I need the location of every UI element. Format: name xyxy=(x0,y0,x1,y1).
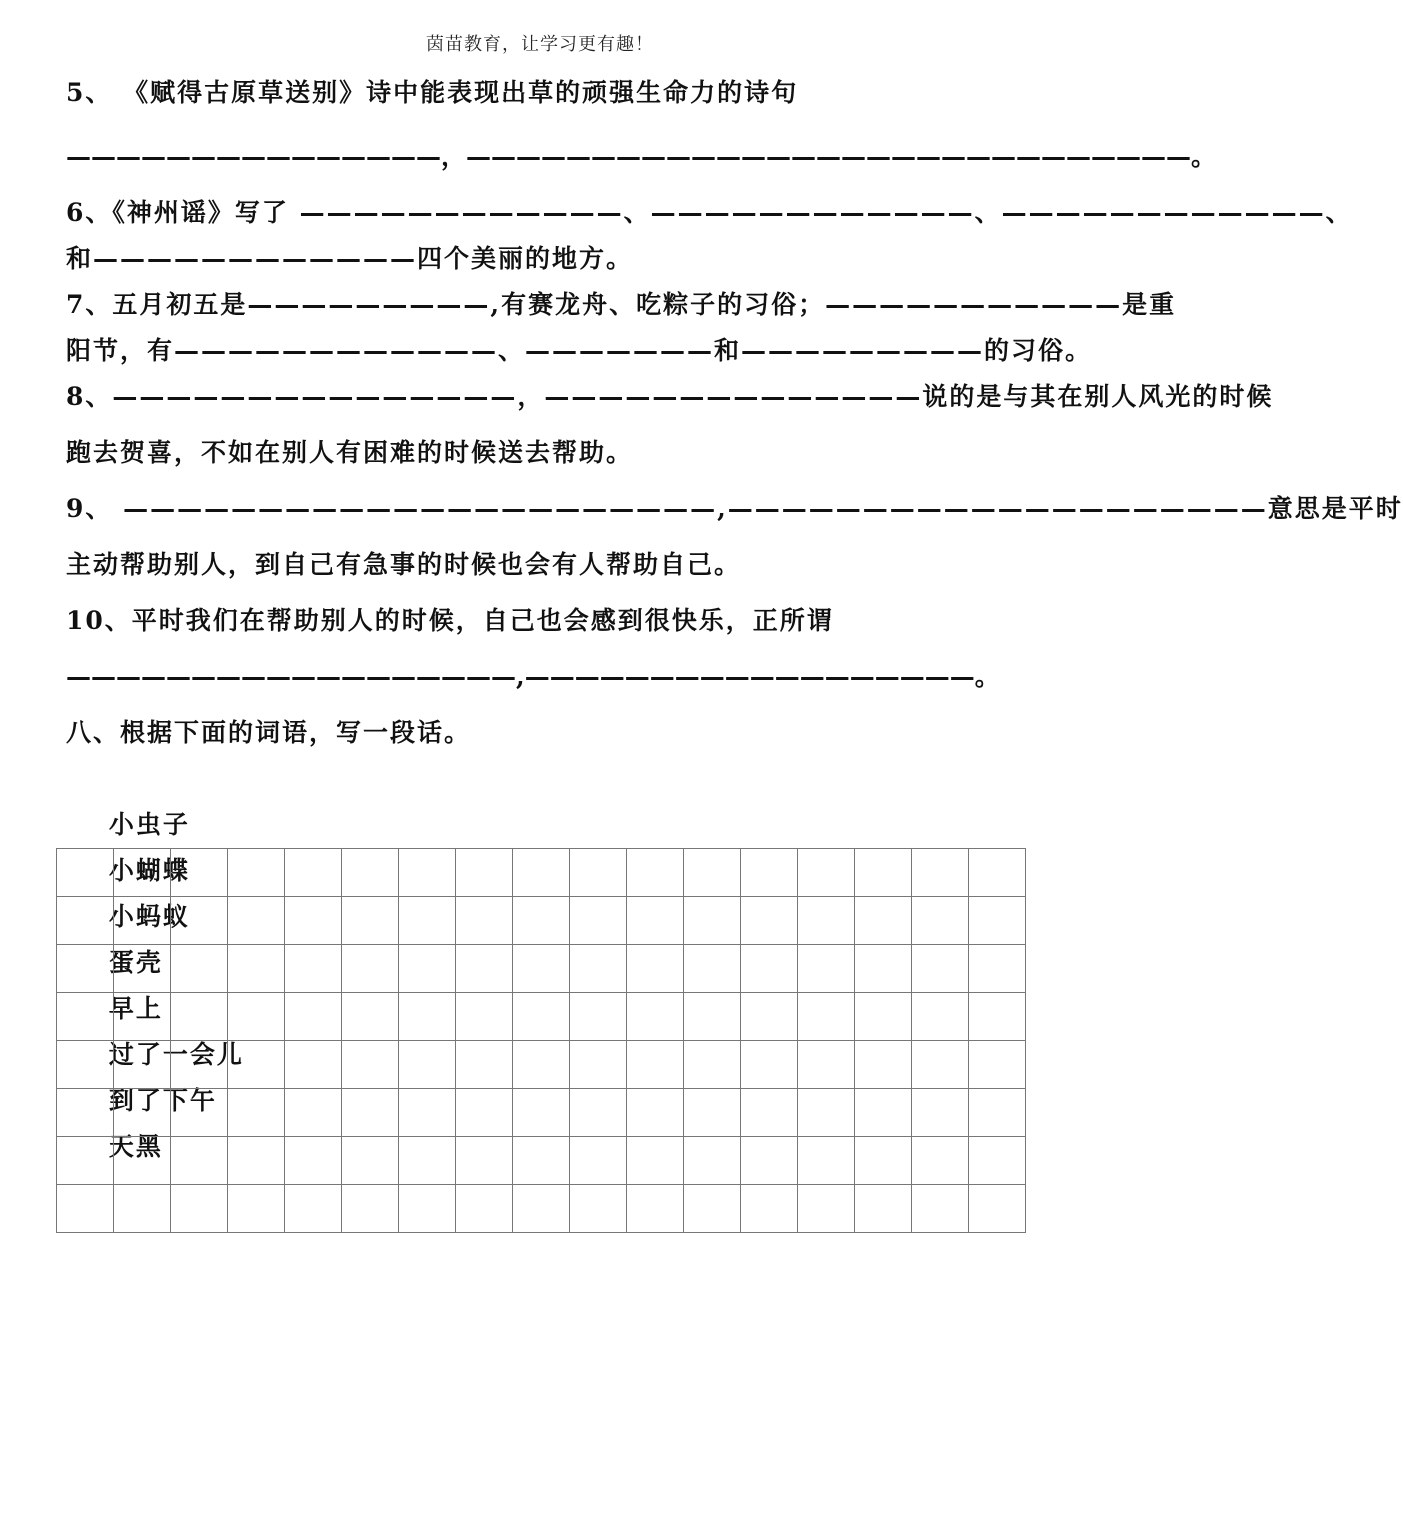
grid-cell[interactable] xyxy=(684,945,741,993)
grid-cell[interactable] xyxy=(741,849,798,897)
grid-cell[interactable] xyxy=(798,1089,855,1137)
grid-cell[interactable] xyxy=(969,1089,1026,1137)
word-item: 到了下午 xyxy=(108,1086,217,1115)
grid-cell[interactable] xyxy=(114,1089,171,1137)
grid-row xyxy=(57,1041,1026,1089)
grid-cell[interactable] xyxy=(969,1185,1026,1233)
writing-grid xyxy=(56,848,1026,1233)
grid-cell[interactable] xyxy=(228,945,285,993)
grid-cell[interactable] xyxy=(342,849,399,897)
grid-row xyxy=(57,1089,1026,1137)
grid-cell[interactable] xyxy=(285,945,342,993)
grid-cell[interactable] xyxy=(228,1137,285,1185)
grid-cell[interactable] xyxy=(342,1137,399,1185)
word-item: 天黑 xyxy=(108,1132,163,1161)
grid-cell[interactable] xyxy=(627,1041,684,1089)
word-item: 过了一会儿 xyxy=(108,1040,244,1069)
grid-cell[interactable] xyxy=(399,1185,456,1233)
grid-cell[interactable] xyxy=(285,849,342,897)
grid-cell[interactable] xyxy=(969,897,1026,945)
grid-cell[interactable] xyxy=(228,1089,285,1137)
grid-cell[interactable] xyxy=(342,1089,399,1137)
grid-cell[interactable] xyxy=(342,945,399,993)
grid-row xyxy=(57,897,1026,945)
grid-cell[interactable] xyxy=(570,1185,627,1233)
grid-cell[interactable] xyxy=(684,897,741,945)
grid-cell[interactable] xyxy=(969,849,1026,897)
grid-cell[interactable] xyxy=(513,1041,570,1089)
grid-cell[interactable] xyxy=(342,1185,399,1233)
grid-cell[interactable] xyxy=(627,849,684,897)
grid-cell[interactable] xyxy=(855,897,912,945)
grid-cell[interactable] xyxy=(57,1185,114,1233)
grid-cell[interactable] xyxy=(513,849,570,897)
grid-cell[interactable] xyxy=(171,993,228,1041)
grid-cell[interactable] xyxy=(741,897,798,945)
grid-cell[interactable] xyxy=(855,849,912,897)
grid-cell[interactable] xyxy=(171,849,228,897)
q5-line1: 5、 《赋得古原草送别》诗中能表现出草的顽强生命力的诗句 xyxy=(66,78,799,107)
grid-cell[interactable] xyxy=(228,993,285,1041)
grid-cell[interactable] xyxy=(228,897,285,945)
grid-cell[interactable] xyxy=(684,1137,741,1185)
grid-cell[interactable] xyxy=(399,849,456,897)
grid-cell[interactable] xyxy=(456,849,513,897)
grid-cell[interactable] xyxy=(912,1185,969,1233)
grid-cell[interactable] xyxy=(969,1041,1026,1089)
grid-cell[interactable] xyxy=(456,945,513,993)
page-header: 茵苗教育，让学习更有趣！ xyxy=(426,34,654,55)
grid-cell[interactable] xyxy=(285,1089,342,1137)
grid-cell[interactable] xyxy=(114,897,171,945)
q8-line2: 跑去贺喜，不如在别人有困难的时候送去帮助。 xyxy=(66,438,634,467)
grid-cell[interactable] xyxy=(798,1041,855,1089)
grid-cell[interactable] xyxy=(684,1041,741,1089)
grid-cell[interactable] xyxy=(285,1185,342,1233)
grid-cell[interactable] xyxy=(456,897,513,945)
grid-cell[interactable] xyxy=(513,993,570,1041)
grid-row xyxy=(57,993,1026,1041)
grid-cell[interactable] xyxy=(171,1089,228,1137)
grid-cell[interactable] xyxy=(798,993,855,1041)
grid-cell[interactable] xyxy=(570,1041,627,1089)
grid-cell[interactable] xyxy=(513,945,570,993)
grid-cell[interactable] xyxy=(114,1185,171,1233)
grid-cell[interactable] xyxy=(285,1137,342,1185)
grid-cell[interactable] xyxy=(456,1185,513,1233)
grid-cell[interactable] xyxy=(456,993,513,1041)
grid-cell[interactable] xyxy=(855,1041,912,1089)
q8-line1: 8、———————————————，——————————————说的是与其在别人风光的时候 xyxy=(66,382,1274,411)
grid-cell[interactable] xyxy=(228,849,285,897)
grid-cell[interactable] xyxy=(342,993,399,1041)
grid-cell[interactable] xyxy=(912,1089,969,1137)
grid-cell[interactable] xyxy=(798,1185,855,1233)
grid-cell[interactable] xyxy=(912,1137,969,1185)
grid-cell[interactable] xyxy=(342,897,399,945)
grid-cell[interactable] xyxy=(570,993,627,1041)
grid-cell[interactable] xyxy=(855,993,912,1041)
grid-cell[interactable] xyxy=(513,1089,570,1137)
grid-cell[interactable] xyxy=(513,1185,570,1233)
word-item: 小蚂蚁 xyxy=(108,902,190,931)
grid-cell[interactable] xyxy=(741,1185,798,1233)
grid-cell[interactable] xyxy=(171,1137,228,1185)
section8-title: 八、根据下面的词语，写一段话。 xyxy=(66,718,472,747)
grid-row xyxy=(57,1137,1026,1185)
grid-cell[interactable] xyxy=(741,993,798,1041)
word-item: 蛋壳 xyxy=(108,948,163,977)
grid-cell[interactable] xyxy=(912,849,969,897)
q6-line1: 6、《神州谣》写了 ————————————、————————————、————————————、 xyxy=(66,198,1353,227)
grid-cell[interactable] xyxy=(57,897,114,945)
grid-cell[interactable] xyxy=(57,1137,114,1185)
grid-cell[interactable] xyxy=(570,849,627,897)
grid-cell[interactable] xyxy=(570,897,627,945)
grid-cell[interactable] xyxy=(57,849,114,897)
grid-cell[interactable] xyxy=(171,1185,228,1233)
grid-cell[interactable] xyxy=(684,1185,741,1233)
word-item: 早上 xyxy=(108,994,163,1023)
grid-row xyxy=(57,945,1026,993)
word-item: 小蝴蝶 xyxy=(108,856,190,885)
grid-cell[interactable] xyxy=(228,1185,285,1233)
grid-row xyxy=(57,849,1026,897)
grid-cell[interactable] xyxy=(513,1137,570,1185)
grid-cell[interactable] xyxy=(114,849,171,897)
grid-cell[interactable] xyxy=(57,1041,114,1089)
q9-line2: 主动帮助别人，到自己有急事的时候也会有人帮助自己。 xyxy=(66,550,742,579)
grid-cell[interactable] xyxy=(456,1041,513,1089)
grid-cell[interactable] xyxy=(456,1089,513,1137)
grid-cell[interactable] xyxy=(741,1041,798,1089)
grid-cell[interactable] xyxy=(684,993,741,1041)
q7-line1: 7、五月初五是—————————,有赛龙舟、吃粽子的习俗；———————————是重 xyxy=(66,290,1177,319)
grid-cell[interactable] xyxy=(456,1137,513,1185)
grid-cell[interactable] xyxy=(114,945,171,993)
word-item: 小虫子 xyxy=(108,810,190,839)
grid-cell[interactable] xyxy=(912,993,969,1041)
grid-cell[interactable] xyxy=(228,1041,285,1089)
grid-cell[interactable] xyxy=(570,1137,627,1185)
q10-line1: 10、平时我们在帮助别人的时候，自己也会感到很快乐，正所谓 xyxy=(66,606,834,635)
grid-cell[interactable] xyxy=(969,1137,1026,1185)
grid-cell[interactable] xyxy=(399,1137,456,1185)
grid-cell[interactable] xyxy=(627,1137,684,1185)
grid-cell[interactable] xyxy=(171,945,228,993)
grid-cell[interactable] xyxy=(342,1041,399,1089)
grid-cell[interactable] xyxy=(627,945,684,993)
q10-line2: ——————————————————,——————————————————。 xyxy=(66,662,1000,691)
grid-cell[interactable] xyxy=(741,945,798,993)
grid-cell[interactable] xyxy=(912,945,969,993)
grid-cell[interactable] xyxy=(855,1089,912,1137)
grid-cell[interactable] xyxy=(798,849,855,897)
grid-cell[interactable] xyxy=(114,1137,171,1185)
grid-cell[interactable] xyxy=(627,1185,684,1233)
grid-cell[interactable] xyxy=(285,897,342,945)
grid-cell[interactable] xyxy=(399,1089,456,1137)
grid-cell[interactable] xyxy=(570,1089,627,1137)
grid-cell[interactable] xyxy=(171,897,228,945)
grid-cell[interactable] xyxy=(399,945,456,993)
grid-cell[interactable] xyxy=(285,993,342,1041)
grid-cell[interactable] xyxy=(855,1137,912,1185)
grid-cell[interactable] xyxy=(741,1137,798,1185)
grid-row xyxy=(57,1185,1026,1233)
grid-cell[interactable] xyxy=(57,1089,114,1137)
grid-cell[interactable] xyxy=(627,1089,684,1137)
grid-cell[interactable] xyxy=(912,1041,969,1089)
grid-cell[interactable] xyxy=(627,993,684,1041)
grid-cell[interactable] xyxy=(171,1041,228,1089)
grid-cell[interactable] xyxy=(741,1089,798,1137)
grid-cell[interactable] xyxy=(399,897,456,945)
grid-cell[interactable] xyxy=(114,993,171,1041)
grid-cell[interactable] xyxy=(969,945,1026,993)
q5-line2: ———————————————，—————————————————————————————。 xyxy=(66,142,1217,171)
grid-cell[interactable] xyxy=(855,945,912,993)
grid-cell[interactable] xyxy=(285,1041,342,1089)
grid-cell[interactable] xyxy=(399,993,456,1041)
grid-cell[interactable] xyxy=(57,993,114,1041)
grid-cell[interactable] xyxy=(513,897,570,945)
q7-line2: 阳节，有————————————、———————和—————————的习俗。 xyxy=(66,336,1093,365)
grid-cell[interactable] xyxy=(627,897,684,945)
worksheet-content xyxy=(66,70,1403,1161)
writing-grid-table xyxy=(56,848,1026,1233)
grid-cell[interactable] xyxy=(912,897,969,945)
grid-cell[interactable] xyxy=(114,1041,171,1089)
grid-cell[interactable] xyxy=(570,945,627,993)
q9-line1: 9、 ——————————————————————,————————————————————意思是平时 xyxy=(66,494,1403,523)
grid-cell[interactable] xyxy=(57,945,114,993)
grid-cell[interactable] xyxy=(969,993,1026,1041)
grid-cell[interactable] xyxy=(798,945,855,993)
grid-cell[interactable] xyxy=(684,1089,741,1137)
grid-cell[interactable] xyxy=(798,897,855,945)
grid-cell[interactable] xyxy=(399,1041,456,1089)
grid-cell[interactable] xyxy=(855,1185,912,1233)
grid-cell[interactable] xyxy=(684,849,741,897)
grid-cell[interactable] xyxy=(798,1137,855,1185)
section8-words xyxy=(66,756,1016,1161)
q6-line2: 和————————————四个美丽的地方。 xyxy=(66,244,634,273)
